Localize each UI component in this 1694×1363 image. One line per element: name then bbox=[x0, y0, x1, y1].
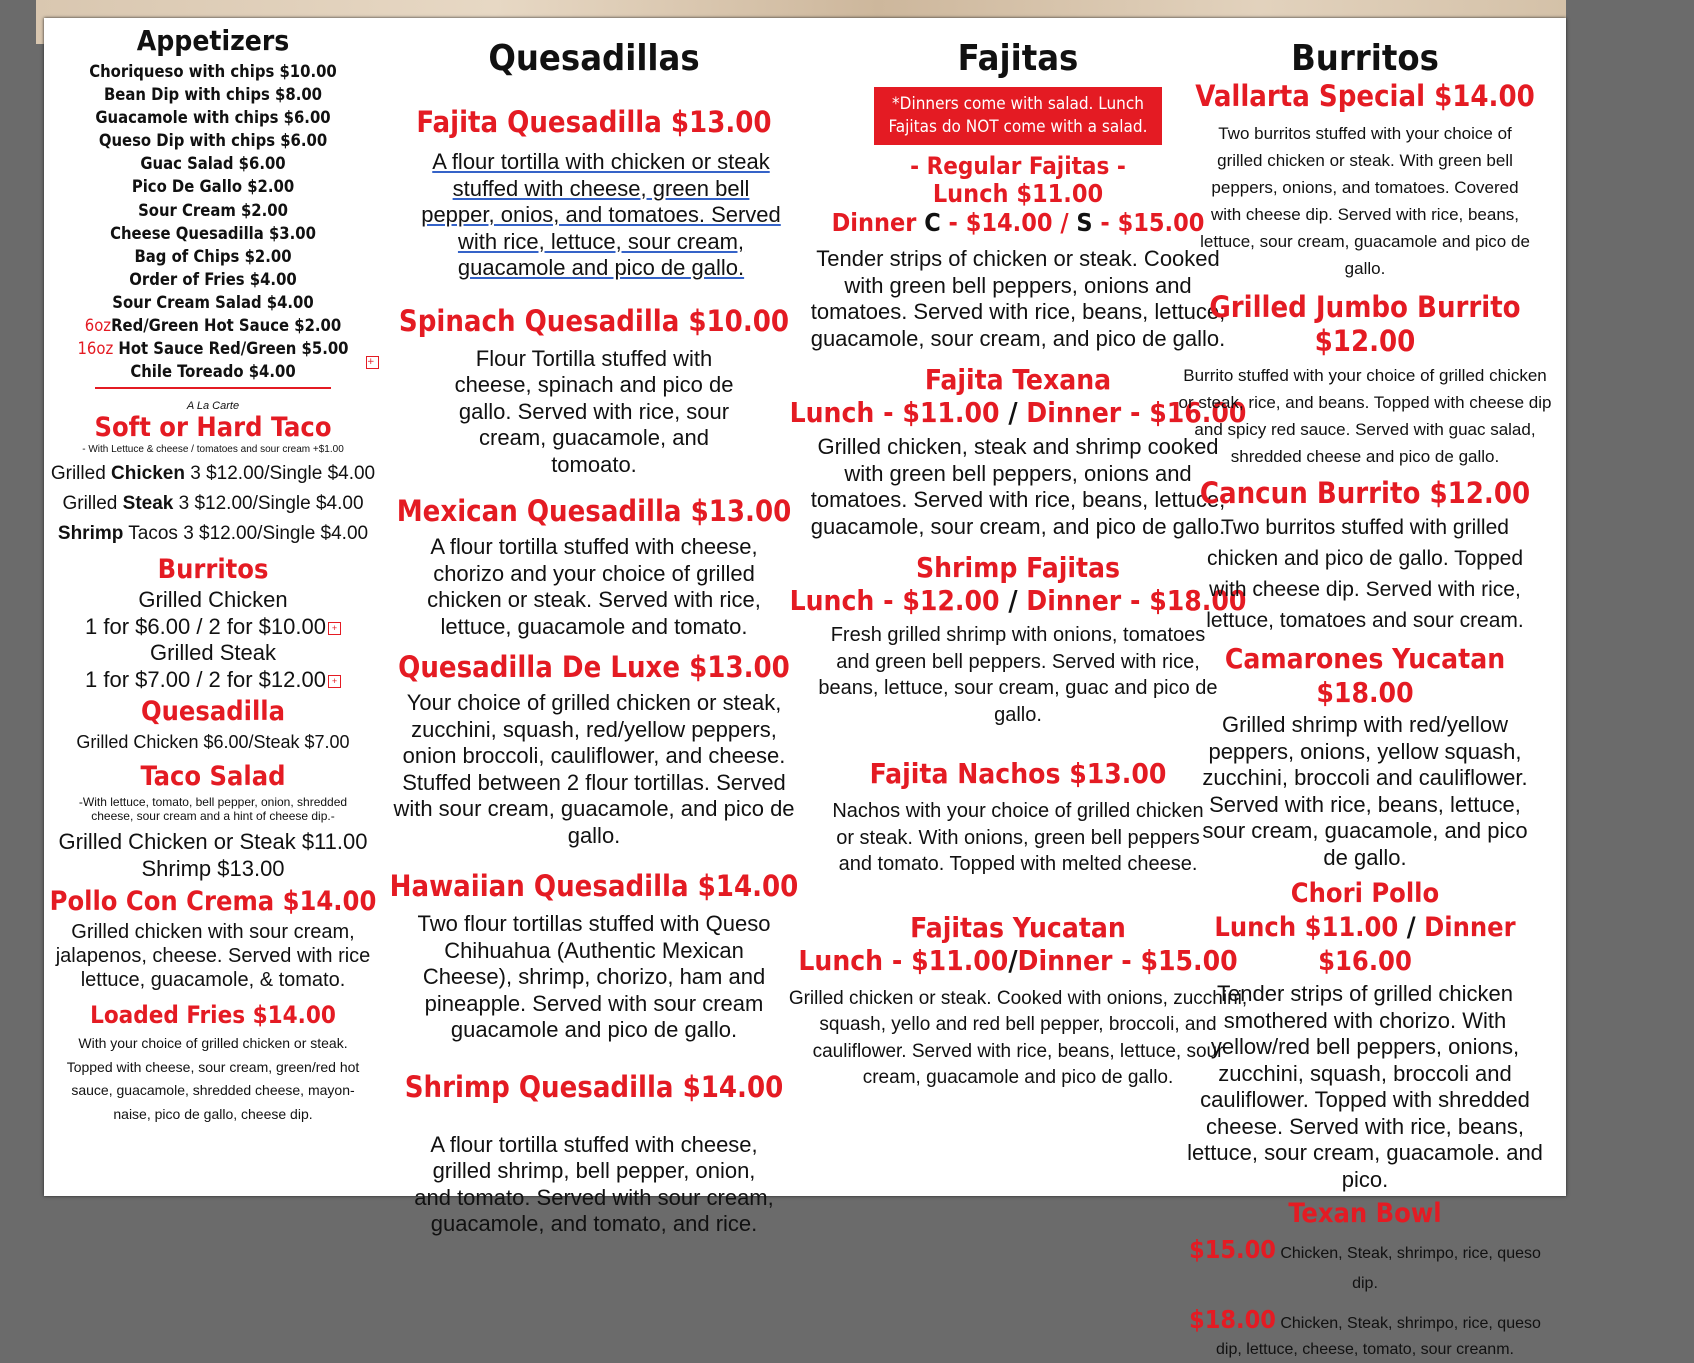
burrito-name: Cancun Burrito $12.00 bbox=[1199, 476, 1531, 510]
lunch-price: Lunch - $11.00 bbox=[798, 943, 1009, 977]
taco-row-protein: Steak bbox=[122, 493, 174, 515]
separator: / bbox=[1008, 943, 1018, 977]
plus-box-icon: + bbox=[366, 356, 379, 369]
separator: / bbox=[1398, 912, 1425, 943]
taco-row-price: Tacos 3 $12.00/Single $4.00 bbox=[123, 523, 369, 545]
dinner-price: Dinner - $16.00 bbox=[1026, 396, 1247, 429]
quesadillas-column bbox=[364, 18, 824, 1238]
pollo-title: Pollo Con Crema $14.00 bbox=[49, 886, 377, 918]
taco-row bbox=[44, 519, 382, 549]
quesadilla-line: Grilled Chicken $6.00/Steak $7.00 bbox=[76, 732, 350, 753]
taco-row-protein: Chicken bbox=[111, 463, 185, 485]
burrito-name: Grilled Jumbo Burrito $12.00 bbox=[1209, 290, 1521, 358]
divider bbox=[95, 387, 331, 389]
texan-bowl-row bbox=[1174, 1307, 1556, 1363]
plus-box-icon: + bbox=[328, 675, 341, 688]
taco-note: - With Lettuce & cheese / tomatoes and sour cream +$1.00 bbox=[82, 444, 344, 456]
list-item: Pico De Gallo $2.00 bbox=[131, 177, 295, 197]
burrito-name: Camarones Yucatan $18.00 bbox=[1224, 642, 1506, 709]
lunch-price: Lunch - $12.00 bbox=[789, 584, 1000, 617]
list-item: Order of Fries $4.00 bbox=[129, 269, 297, 289]
pollo-desc: Grilled chicken with sour cream, jalapenos, cheese. Served with rice lettuce, guacamole, & tomato. bbox=[55, 921, 371, 992]
quesadilla-desc: Flour Tortilla stuffed with cheese, spinach and pico de gallo. Served with rice, sour cream, guacamole, and tomoato. bbox=[454, 345, 734, 477]
dinner-label: Dinner bbox=[831, 208, 925, 237]
list-item bbox=[44, 314, 382, 337]
quesadilla-small-title: Quesadilla bbox=[140, 696, 285, 728]
appetizers-column bbox=[44, 18, 382, 1126]
quesadilla-desc: Two flour tortillas stuffed with Queso Chihuahua (Authentic Mexican Cheese), shrimp, chorizo, ham and pineapple. Served with sour cream guacamole and pico de gallo. bbox=[417, 911, 771, 1042]
yucatan-title: Fajitas Yucatan bbox=[910, 910, 1126, 944]
list-item: Sour Cream $2.00 bbox=[138, 200, 288, 220]
chori-pollo-title: Chori Pollo bbox=[1290, 878, 1440, 909]
quesadilla-name: Spinach Quesadilla $10.00 bbox=[398, 303, 790, 338]
dinner-price: Dinner $16.00 bbox=[1318, 912, 1516, 977]
fajitas-title: Fajitas bbox=[957, 38, 1079, 79]
burritos-small-title: Burritos bbox=[157, 554, 269, 586]
quesadilla-name: Hawaiian Quesadilla $14.00 bbox=[389, 869, 799, 903]
plus-box-icon: + bbox=[328, 622, 341, 635]
taco-title: Soft or Hard Taco bbox=[94, 412, 332, 444]
burrito-price: 1 for $7.00 / 2 for $12.00 bbox=[85, 666, 326, 692]
quesadilla-desc: A flour tortilla stuffed with cheese, chorizo and your choice of grilled chicken or steak. Served with rice, lettuce, guacamole and tomato. bbox=[427, 534, 761, 639]
quesadilla-name: Quesadilla De Luxe $13.00 bbox=[398, 650, 790, 684]
appetizers-list bbox=[44, 60, 382, 383]
list-item: Chile Toreado $4.00 bbox=[130, 362, 296, 382]
appetizers-title: Appetizers bbox=[136, 24, 290, 57]
size-label: 16oz bbox=[77, 339, 114, 359]
chori-pollo-desc: Tender strips of grilled chicken smothered with chorizo. With yellow/red bell peppers, onions, zucchini, squash, broccoli and cauliflower. Topped with shredded cheese. Served with rice, beans, lettuce, sour cream, guacamole. and pico. bbox=[1187, 981, 1543, 1192]
texana-title: Fajita Texana bbox=[924, 363, 1112, 396]
taco-salad-line: Shrimp $13.00 bbox=[141, 855, 285, 881]
quesadilla-desc: A flour tortilla with chicken or steak stuffed with cheese, green bell pepper, onios, and tomatoes. Served with rice, lettuce, sour cream, guacamole and pico de gallo. bbox=[421, 149, 781, 280]
burrito-line: Grilled Chicken bbox=[138, 587, 288, 613]
nachos-title: Fajita Nachos $13.00 bbox=[869, 757, 1167, 790]
dinner-note-box: *Dinners come with salad. Lunch Fajitas do NOT come with a salad. bbox=[874, 87, 1162, 145]
taco-salad-line: Grilled Chicken or Steak $11.00 bbox=[58, 829, 368, 855]
taco-row-protein: Shrimp bbox=[57, 523, 124, 545]
hot-sauce-small: Red/Green Hot Sauce $2.00 bbox=[111, 316, 342, 336]
burrito-line bbox=[44, 614, 382, 641]
list-item: Guac Salad $6.00 bbox=[140, 154, 286, 174]
nachos-desc: Nachos with your choice of grilled chicken or steak. With onions, green bell peppers and tomato. Topped with melted cheese. bbox=[832, 800, 1204, 875]
menu-page bbox=[44, 18, 1566, 1358]
burrito-price: 1 for $6.00 / 2 for $10.00 bbox=[85, 613, 326, 639]
separator: / bbox=[999, 396, 1027, 429]
yucatan-desc: Grilled chicken or steak. Cooked with onions, zucchini, squash, yello and red bell pepper, broccoli, and cauliflower. Served with rice, beans, lettuce, sour cream, guacamole and pico de gallo. bbox=[788, 987, 1248, 1088]
burritos-title: Burritos bbox=[1291, 38, 1439, 79]
dinner-price: Dinner - $15.00 bbox=[1017, 943, 1238, 977]
chicken-label: C bbox=[924, 208, 941, 237]
quesadilla-name: Shrimp Quesadilla $14.00 bbox=[404, 1069, 784, 1104]
taco-row-price: 3 $12.00/Single $4.00 bbox=[173, 493, 364, 515]
regular-lunch-price: Lunch $11.00 bbox=[932, 179, 1104, 208]
quesadilla-name: Mexican Quesadilla $13.00 bbox=[396, 494, 792, 528]
steak-price: - $15.00 bbox=[1092, 208, 1205, 237]
texan-bowl-price: $15.00 bbox=[1189, 1235, 1276, 1264]
list-item: Choriqueso with chips $10.00 bbox=[89, 62, 337, 81]
taco-row-pre: Grilled bbox=[50, 463, 112, 485]
list-item: Cheese Quesadilla $3.00 bbox=[110, 223, 316, 243]
burrito-desc: Two burritos stuffed with grilled chicken and pico de gallo. Topped with cheese dip. Served with rice, lettuce, tomatoes and sour cream. bbox=[1206, 516, 1524, 632]
shrimp-fajitas-desc: Fresh grilled shrimp with onions, tomatoes and green bell peppers. Served with rice, beans, lettuce, sour cream, guac and pico de gallo. bbox=[818, 624, 1218, 726]
hot-sauce-large: Hot Sauce Red/Green $5.00 bbox=[113, 339, 349, 359]
burrito-desc: Burrito stuffed with your choice of grilled chicken or steak, rice, and beans. Topped with cheese dip and spicy red sauce. Served with guac salad, shredded cheese and pico de gallo. bbox=[1178, 366, 1552, 466]
lunch-price: Lunch $11.00 bbox=[1214, 912, 1399, 943]
burrito-line bbox=[44, 667, 382, 694]
a-la-carte-label: A La Carte bbox=[186, 400, 240, 413]
burrito-desc: Two burritos stuffed with your choice of grilled chicken or steak. With green bell peppers, onions, and tomatoes. Covered with cheese dip. Served with rice, beans, lettuce, sour cream, guacamole and pico de gallo. bbox=[1200, 124, 1530, 278]
chori-pollo-prices bbox=[1174, 911, 1556, 979]
lunch-price: Lunch - $11.00 bbox=[789, 396, 1000, 429]
texan-bowl-price: $18.00 bbox=[1189, 1305, 1276, 1334]
fries-title: Loaded Fries $14.00 bbox=[90, 1001, 336, 1030]
dinner-price: Dinner - $18.00 bbox=[1026, 584, 1247, 617]
texan-bowl-row bbox=[1174, 1235, 1556, 1299]
quesadillas-title: Quesadillas bbox=[488, 38, 700, 79]
list-item: Bag of Chips $2.00 bbox=[134, 246, 292, 266]
taco-salad-note: -With lettuce, tomato, bell pepper, onion, shredded cheese, sour cream and a hint of cheese dip.- bbox=[78, 795, 348, 824]
list-item: Guacamole with chips $6.00 bbox=[95, 108, 331, 128]
quesadilla-name: Fajita Quesadilla $13.00 bbox=[416, 105, 772, 139]
list-item: Queso Dip with chips $6.00 bbox=[98, 131, 328, 151]
texana-desc: Grilled chicken, steak and shrimp cooked with green bell peppers, onions and tomatoes. Served with rice, beans, lettuce, guacamole, sour cream, and pico de gallo. bbox=[810, 434, 1226, 539]
list-item: Bean Dip with chips $8.00 bbox=[104, 85, 322, 105]
steak-label: S bbox=[1076, 208, 1093, 237]
quesadilla-desc: A flour tortilla stuffed with cheese, grilled shrimp, bell pepper, onion, and tomato. Served with sour cream, guacamole, and tomato, and rice. bbox=[414, 1131, 774, 1236]
burrito-name: Vallarta Special $14.00 bbox=[1195, 79, 1535, 113]
list-item: Sour Cream Salad $4.00 bbox=[112, 292, 314, 312]
chicken-price: - $14.00 / bbox=[940, 208, 1077, 237]
taco-row-pre: Grilled bbox=[62, 493, 123, 515]
list-item bbox=[44, 337, 382, 360]
fries-desc: With your choice of grilled chicken or steak. Topped with cheese, sour cream, green/red hot sauce, guacamole, shredded cheese, mayon- naise, pico de gallo, cheese dip. bbox=[66, 1035, 360, 1122]
texan-bowl-title: Texan Bowl bbox=[1288, 1198, 1442, 1229]
separator: / bbox=[999, 584, 1027, 617]
size-label: 6oz bbox=[84, 316, 112, 336]
taco-row bbox=[44, 459, 382, 489]
taco-row-price: 3 $12.00/Single $4.00 bbox=[184, 463, 376, 485]
burrito-line: Grilled Steak bbox=[150, 640, 276, 666]
taco-row bbox=[44, 489, 382, 519]
burritos-column bbox=[1174, 18, 1556, 1363]
texan-bowl-desc: Chicken, Steak, shrimpo, rice, queso dip. bbox=[1275, 1245, 1541, 1292]
taco-salad-title: Taco Salad bbox=[140, 761, 286, 793]
quesadilla-desc: Your choice of grilled chicken or steak, zucchini, squash, red/yellow peppers, onion broccoli, cauliflower, and cheese. Stuffed between 2 flour tortillas. Served with sour cream, guacamole, and pico de gallo. bbox=[393, 690, 795, 848]
texan-bowl-desc: Chicken, Steak, shrimpo, rice, queso dip, lettuce, cheese, tomato, sour creanm. bbox=[1216, 1315, 1541, 1358]
regular-fajitas-title: - Regular Fajitas - bbox=[910, 152, 1126, 180]
burrito-desc: Grilled shrimp with red/yellow peppers, onions, yellow squash, zucchini, broccoli and cauliflower. Served with rice, beans, lettuce, sour cream, guacamole, and pico de gallo. bbox=[1202, 712, 1528, 870]
regular-desc: Tender strips of chicken or steak. Cooked with green bell peppers, onions and tomatoes. Served with rice, beans, lettuce, guacamole, sour cream, and pico de gallo. bbox=[810, 246, 1226, 351]
shrimp-fajitas-title: Shrimp Fajitas bbox=[915, 551, 1121, 584]
